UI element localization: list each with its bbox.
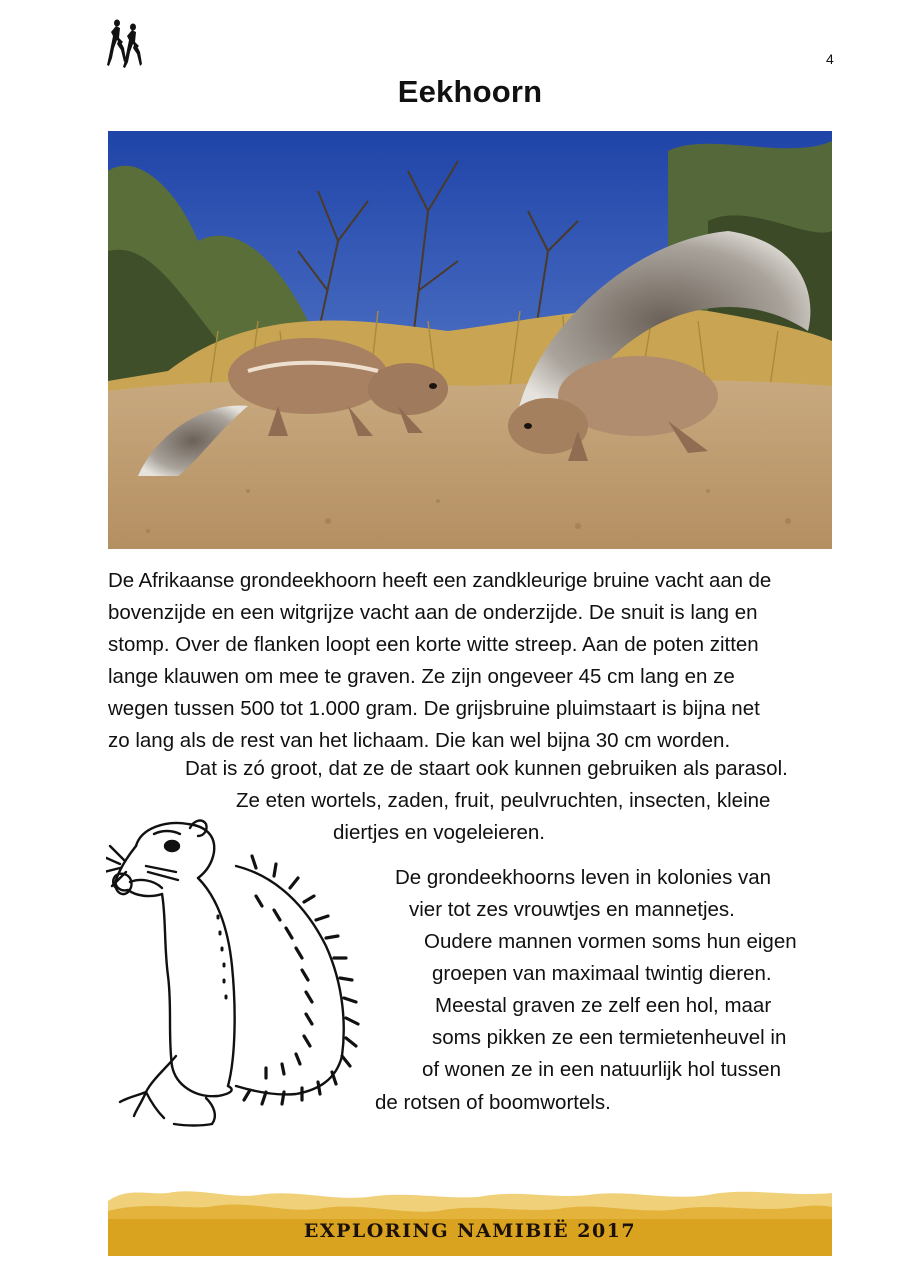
page-number: 4 — [826, 51, 834, 67]
paragraph-line: groepen van maximaal twintig dieren. — [432, 962, 772, 985]
paragraph-line: Oudere mannen vormen soms hun eigen — [424, 930, 797, 953]
ground-squirrels-photo — [108, 131, 832, 549]
paragraph-line: lange klauwen om mee te graven. Ze zijn ongeveer 45 cm lang en ze — [108, 665, 735, 688]
running-figures-logo-icon — [104, 18, 148, 70]
paragraph-line: of wonen ze in een natuurlijk hol tussen — [422, 1058, 781, 1081]
paragraph-line: stomp. Over de flanken loopt een korte witte streep. Aan de poten zitten — [108, 633, 759, 656]
paragraph-line: zo lang als de rest van het lichaam. Die kan wel bijna 30 cm worden. — [108, 729, 731, 752]
paragraph-line: bovenzijde en een witgrijze vacht aan de onderzijde. De snuit is lang en — [108, 601, 758, 624]
footer-banner — [108, 1187, 832, 1256]
paragraph-line: Ze eten wortels, zaden, fruit, peulvruchten, insecten, kleine — [236, 789, 771, 812]
footer-text: EXPLORING NAMIBIË 2017 — [303, 1220, 637, 1242]
paragraph-line: Meestal graven ze zelf een hol, maar — [435, 994, 772, 1017]
paragraph-line: Dat is zó groot, dat ze de staart ook kunnen gebruiken als parasol. — [185, 757, 788, 780]
paragraph-line: soms pikken ze een termietenheuvel in — [432, 1026, 787, 1049]
main-paragraph — [108, 565, 832, 757]
paragraph-line: vier tot zes vrouwtjes en mannetjes. — [409, 898, 735, 921]
page-title: Eekhoorn — [397, 74, 543, 109]
paragraph-line: de rotsen of boomwortels. — [375, 1091, 611, 1114]
squirrel-line-drawing-icon — [106, 806, 406, 1136]
paragraph-line: wegen tussen 500 tot 1.000 gram. De grijsbruine pluimstaart is bijna net — [108, 697, 760, 720]
paragraph-line: diertjes en vogeleieren. — [333, 821, 545, 844]
paragraph-line: De grondeekhoorns leven in kolonies van — [395, 866, 772, 889]
paragraph-line: De Afrikaanse grondeekhoorn heeft een zandkleurige bruine vacht aan de — [108, 569, 772, 592]
